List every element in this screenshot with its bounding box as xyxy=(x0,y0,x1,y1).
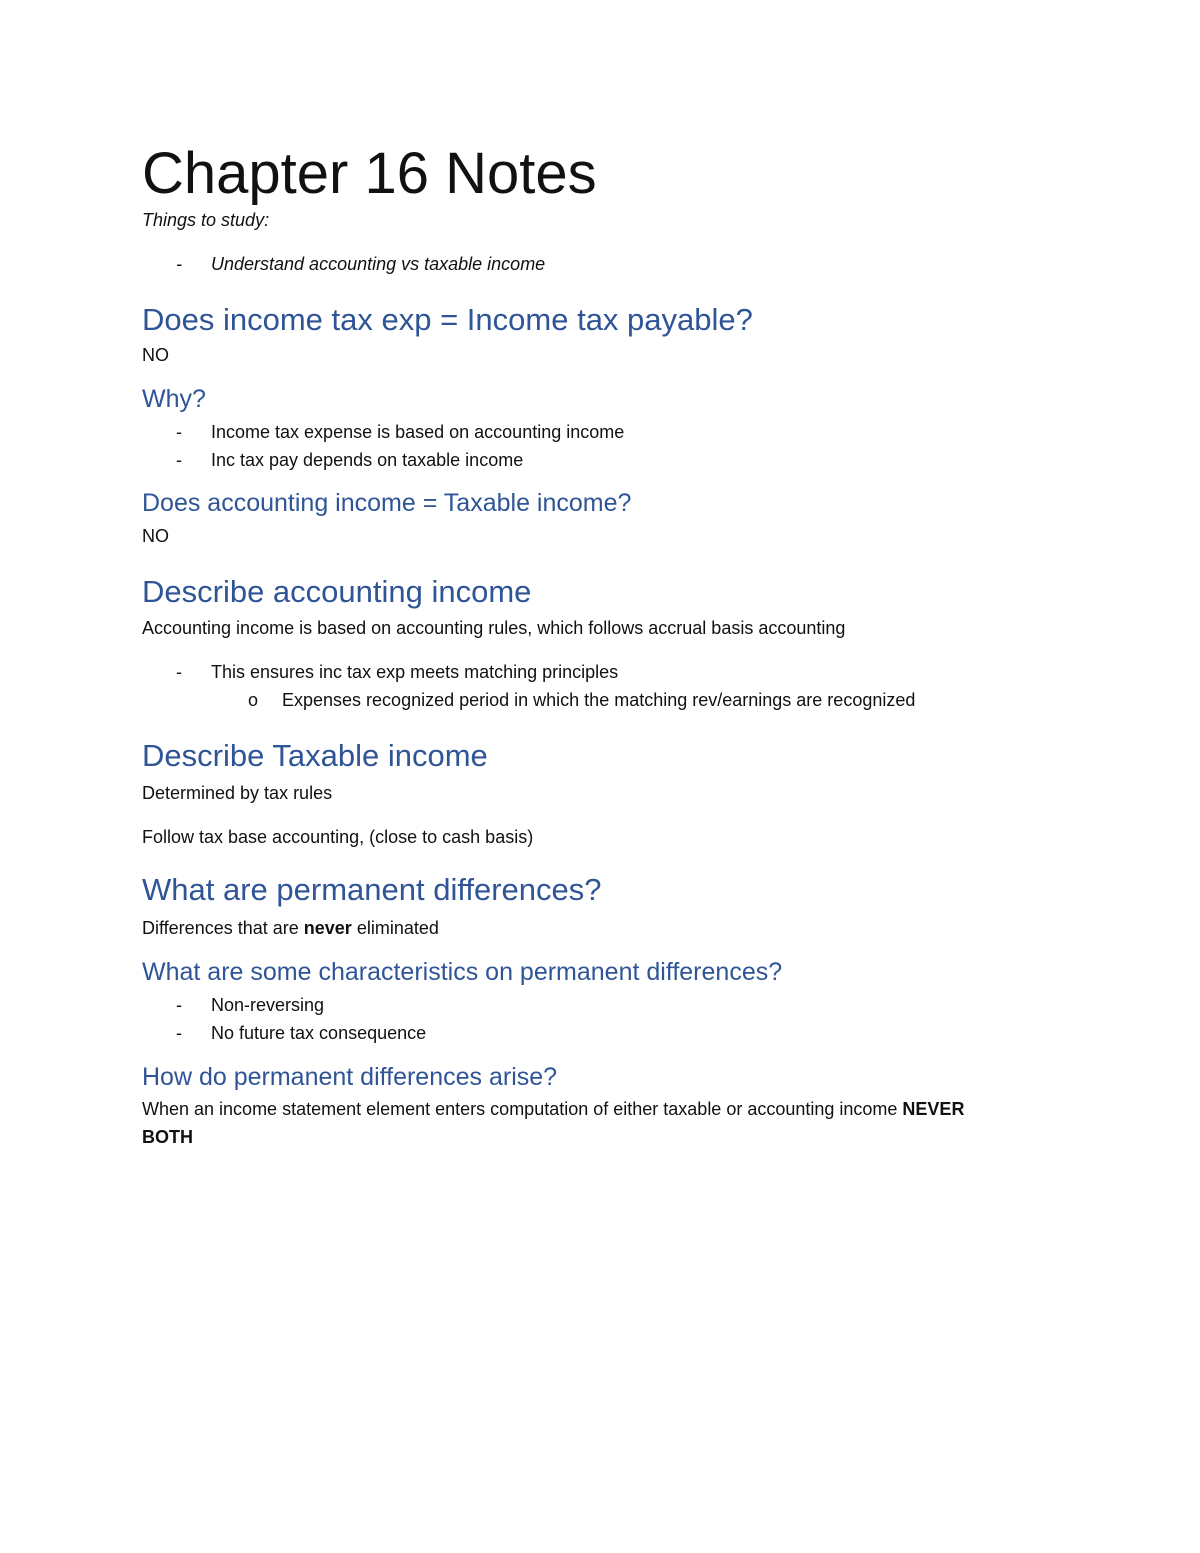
bullet-dash: - xyxy=(176,254,182,274)
study-label: Things to study: xyxy=(142,210,270,230)
text-segment: Differences that are xyxy=(142,918,304,938)
heading-describe-taxable-income: Describe Taxable income xyxy=(142,738,488,773)
bullet-circle: o xyxy=(248,690,259,710)
page-title: Chapter 16 Notes xyxy=(142,141,597,206)
arise-text-line-1 xyxy=(142,1097,964,1121)
arise-text-line-2 xyxy=(142,1125,193,1149)
text-segment: When an income statement element enters computation of either taxable or accounting income xyxy=(142,1099,903,1119)
answer-no-1: NO xyxy=(142,345,169,365)
emphasis-both: BOTH xyxy=(142,1127,193,1147)
accounting-item: This ensures inc tax exp meets matching principles xyxy=(211,662,619,682)
heading-accounting-vs-taxable: Does accounting income = Taxable income? xyxy=(142,489,632,517)
heading-why: Why? xyxy=(142,385,206,413)
answer-no-2: NO xyxy=(142,526,169,546)
heading-permanent-differences: What are permanent differences? xyxy=(142,872,602,907)
bullet-dash: - xyxy=(176,995,182,1015)
heading-income-tax-exp: Does income tax exp = Income tax payable? xyxy=(142,302,753,337)
taxable-line-1: Determined by tax rules xyxy=(142,783,333,803)
text-segment: eliminated xyxy=(351,918,439,938)
permanent-differences-text xyxy=(142,916,439,940)
heading-describe-accounting-income: Describe accounting income xyxy=(142,574,532,609)
study-item: Understand accounting vs taxable income xyxy=(211,254,546,274)
bullet-dash: - xyxy=(176,662,182,682)
why-item: Income tax expense is based on accounting income xyxy=(211,422,625,442)
bullet-dash: - xyxy=(176,1023,182,1043)
accounting-subitem: Expenses recognized period in which the matching rev/earnings are recognized xyxy=(282,690,916,710)
emphasis-never: never xyxy=(303,918,352,938)
heading-characteristics: What are some characteristics on permanent differences? xyxy=(142,958,783,986)
bullet-dash: - xyxy=(176,422,182,442)
characteristic-item: Non-reversing xyxy=(211,995,325,1015)
heading-how-arise: How do permanent differences arise? xyxy=(142,1063,558,1091)
emphasis-never-caps: NEVER xyxy=(902,1099,965,1119)
taxable-line-2: Follow tax base accounting, (close to cash basis) xyxy=(142,827,534,847)
why-item: Inc tax pay depends on taxable income xyxy=(211,450,524,470)
characteristic-item: No future tax consequence xyxy=(211,1023,427,1043)
accounting-income-text: Accounting income is based on accounting rules, which follows accrual basis accounting xyxy=(142,618,846,638)
bullet-dash: - xyxy=(176,450,182,470)
